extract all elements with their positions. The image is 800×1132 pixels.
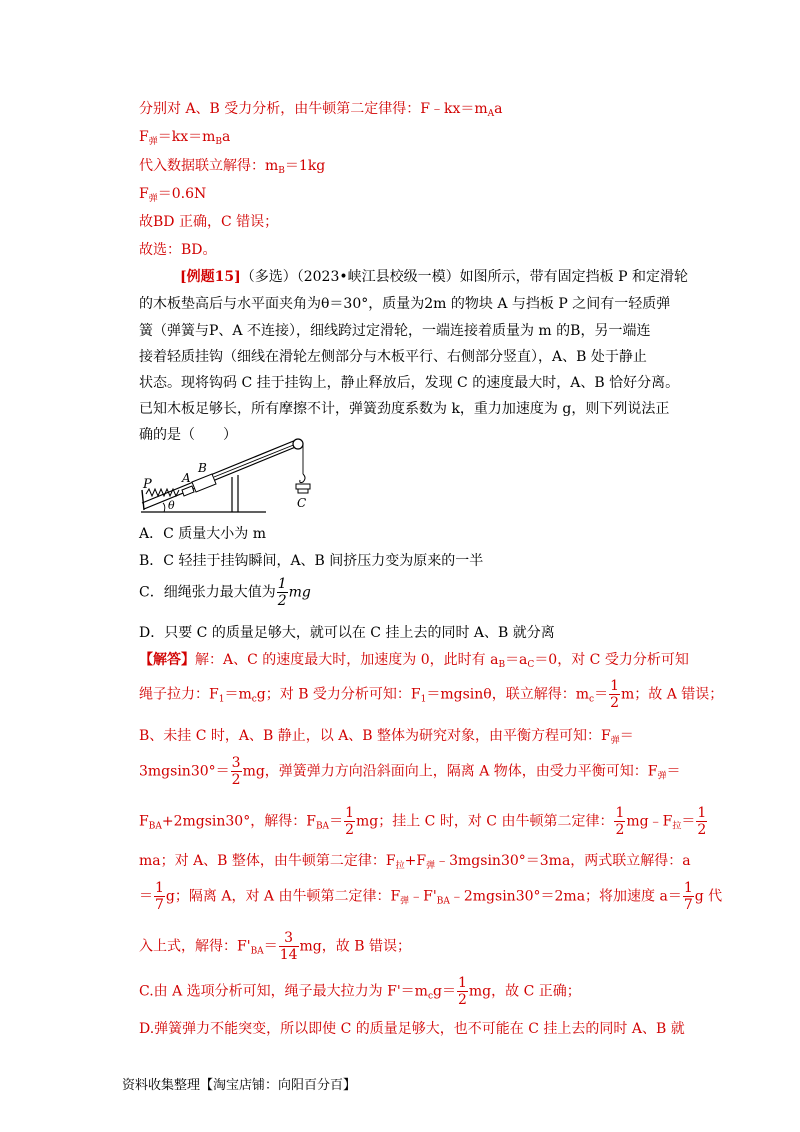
solution-line-2: $F_弹=kx=m_Ba$	[139, 129, 231, 147]
answer-line-9: C.由 A 选项分析可知，绳子最大拉力为 $F'=m_cg=$ $\frac{1}{2}$ mg，故 C 正确；	[139, 975, 581, 1008]
solution-line-4: $F_弹=0.6N$	[139, 186, 207, 204]
answer-line-5: $F_{BA}+2mgsin30^\circ$，解得：$F_{BA}=$ $\frac{1}{2}$ mg；挂上 C 时，对 C 由牛顿第二定律： $\frac{1}{2}$ $mg﹣F_拉=$ $\frac{1}{2}$	[139, 805, 707, 838]
solution-line-6: 故选：BD。	[139, 242, 217, 258]
answer-line-6: ma；对 A、B 整体，由牛顿第二定律：$F_拉+F_弹﹣3mgsin30^\circ=3ma$，两式联立解得：a	[139, 853, 691, 871]
block-b	[192, 474, 216, 492]
option-c: C．细绳张力最大值为 $\frac{1}{2}$ mg	[139, 576, 311, 609]
example-tag: [例题15]	[180, 269, 241, 285]
label-a: A	[182, 471, 191, 485]
hook	[300, 474, 305, 483]
footer-text: 资料收集整理【淘宝店铺：向阳百分百】	[122, 1078, 357, 1093]
answer-line-2: 绳子拉力：$F_1=m_cg$；对 B 受力分析可知：$F_1=mgsin\theta$，联立解得：$m_c=$ $\frac{1}{2}$ m；故 A 错误；	[139, 678, 724, 711]
answer-line-10: D.弹簧弹力不能突变，所以即使 C 的质量足够大，也不可能在 C 挂上去的同时 A、B 就	[139, 1021, 685, 1037]
example-line-5: 状态。现将钩码 C 挂于挂钩上，静止释放后，发现 C 的速度最大时，A、B 恰好分离。	[139, 375, 680, 391]
answer-line-8: 入上式，解得：$F'_{BA}=$ $\frac{3}{14}$ mg，故 B 错误；	[139, 930, 411, 963]
solution-line-1: 分别对 A、B 受力分析，由牛顿第二定律得：$F﹣kx=m_Aa$	[139, 101, 503, 119]
example-line-6: 已知木板足够长，所有摩擦不计，弹簧劲度系数为 k，重力加速度为 g，则下列说法正	[139, 401, 670, 417]
answer-line-3: B、未挂 C 时，A、B 静止，以 A、B 整体为研究对象，由平衡方程可知：$F_弹=$	[139, 728, 634, 746]
weight-c-top	[296, 484, 310, 489]
pulley	[293, 439, 303, 449]
barrier-p	[142, 490, 144, 510]
example-line-4: 接着轻质挂钩（细线在滑轮左侧部分与木板平行、右侧部分竖直），A、B 处于静止	[139, 349, 647, 365]
option-a: A．C 质量大小为 m	[139, 526, 266, 542]
weight-c-body	[298, 489, 308, 493]
solution-line-3: 代入数据联立解得：$m_B=1kg$	[139, 158, 326, 176]
example-line-7: 确的是（ ）	[139, 427, 237, 443]
label-c: C	[297, 496, 307, 510]
label-b: B	[198, 461, 207, 475]
answer-tag: 【解答】	[139, 652, 195, 668]
incline-figure	[136, 432, 336, 522]
option-d: D．只要 C 的质量足够大，就可以在 C 挂上去的同时 A、B 就分离	[139, 625, 555, 641]
option-b: B．C 轻挂于挂钩瞬间，A、B 间挤压力变为原来的一半	[139, 553, 484, 569]
angle-arc	[163, 503, 165, 512]
example-line-1: [例题15]（多选）（2023•峡江县校级一模）如图所示，带有固定挡板 P 和定滑轮	[180, 269, 688, 285]
label-theta: θ	[168, 499, 175, 512]
string-incline	[214, 444, 296, 477]
answer-line-4: 3mgsin30°＝ $\frac{3}{2}$ mg，弹簧弹力方向沿斜面向上，隔离 A 物体，由受力平衡可知：$F_弹=$	[139, 755, 681, 788]
solution-line-5: 故BD 正确，C 错误；	[139, 214, 279, 230]
answer-line-7: ＝ $\frac{1}{7}$ g；隔离 A，对 A 由牛顿第二定律：$F_弹﹣F'_{BA}﹣2mgsin30^\circ=2ma$；将加速度 a＝ $\frac{1}{7}$ g 代	[139, 880, 723, 913]
example-line-2: 的木板垫高后与水平面夹角为θ＝30°，质量为2m 的物块 A 与挡板 P 之间有一轻质弹	[139, 296, 671, 312]
block-a	[182, 486, 194, 496]
answer-line-1: 【解答】解：A、C 的速度最大时，加速度为 0，此时有 $a_B=a_C=0$，对 C 受力分析可知	[139, 652, 689, 670]
example-line-3: 簧（弹簧与P、A 不连接），细线跨过定滑轮，一端连接着质量为 m 的B，另一端连	[139, 323, 651, 339]
label-p: P	[143, 477, 152, 492]
